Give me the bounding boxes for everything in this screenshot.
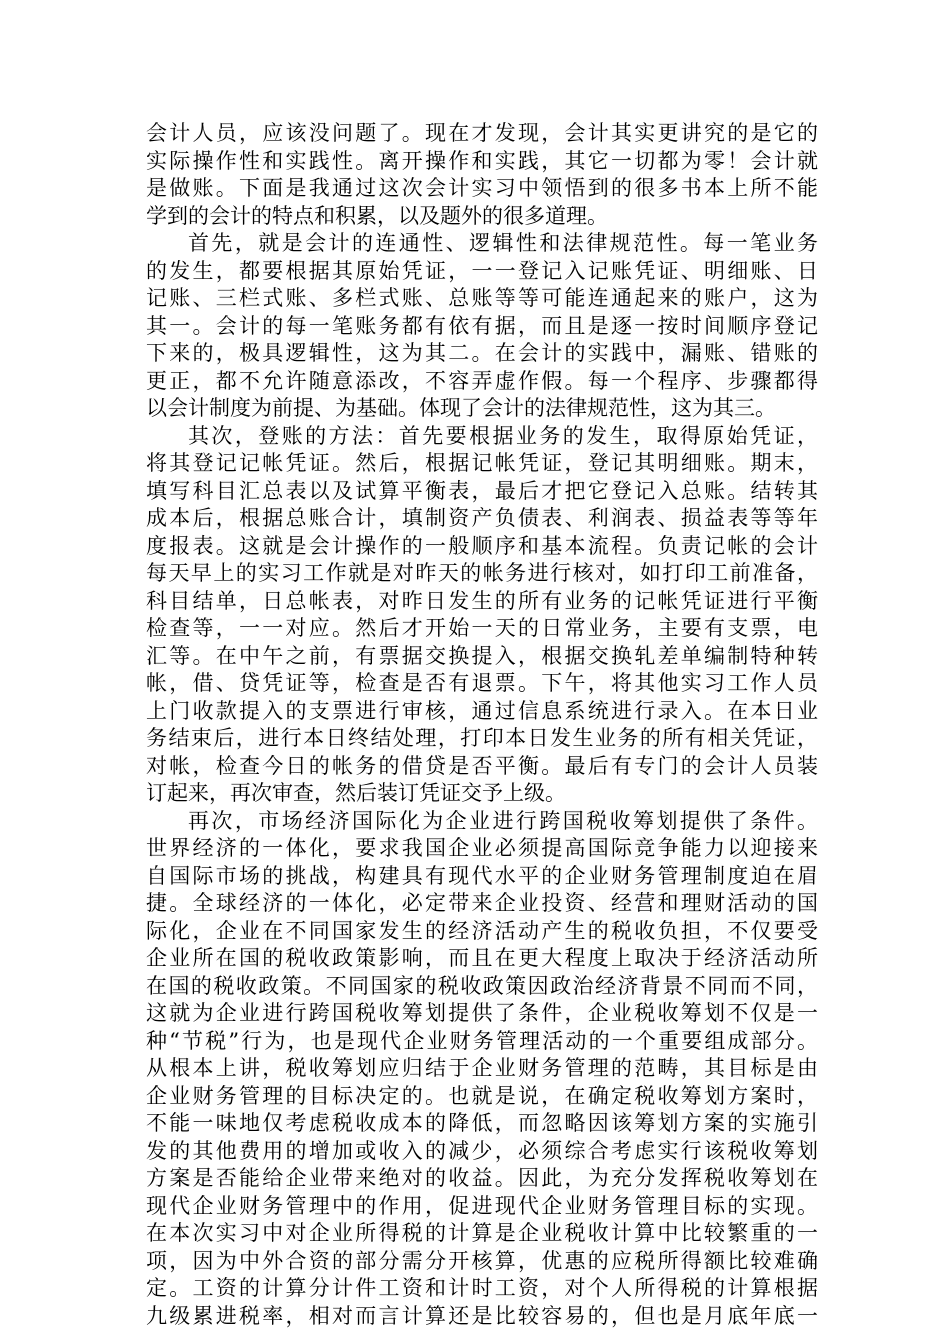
text-line: 将其登记记帐凭证。然后，根据记帐凭证，登记其明细账。期末，	[146, 451, 818, 475]
text-line: 成本后，根据总账合计，填制资产负债表、利润表、损益表等等年	[146, 506, 818, 530]
text-line: 学到的会计的特点和积累，以及题外的很多道理。	[146, 203, 608, 228]
text-line: 订起来，再次审查，然后装订凭证交予上级。	[146, 781, 566, 805]
text-line: 九级累进税率，相对而言计算还是比较容易的，但也是月底年底一	[146, 1303, 818, 1328]
text-line: 种“节税”行为，也是现代企业财务管理活动的一个重要组成部分。	[146, 1028, 818, 1053]
text-line: 捷。全球经济的一体化，必定带来企业投资、经营和理财活动的国	[146, 891, 818, 915]
text-line: 其一。会计的每一笔账务都有依有据，而且是逐一按时间顺序登记	[146, 313, 818, 338]
text-line: 对帐，检查今日的帐务的借贷是否平衡。最后有专门的会计人员装	[146, 753, 818, 778]
text-line: 这就为企业进行跨国税收筹划提供了条件，企业税收筹划不仅是一	[146, 1001, 818, 1025]
text-line: 首先，就是会计的连通性、逻辑性和法律规范性。每一笔业务	[188, 231, 818, 255]
text-line: 记账、三栏式账、多栏式账、总账等等可能连通起来的账户，这为	[146, 286, 818, 310]
text-line: 方案是否能给企业带来绝对的收益。因此，为充分发挥税收筹划在	[146, 1166, 818, 1190]
text-line: 世界经济的一体化，要求我国企业必须提高国际竞争能力以迎接来	[146, 836, 818, 860]
text-line: 下来的，极具逻辑性，这为其二。在会计的实践中，漏账、错账的	[146, 341, 818, 365]
text-line: 在本次实习中对企业所得税的计算是企业税收计算中比较繁重的一	[146, 1221, 818, 1245]
text-line: 会计人员，应该没问题了。现在才发现，会计其实更讲究的是它的	[146, 121, 818, 145]
text-line: 在国的税收政策。不同国家的税收政策因政治经济背景不同而不同，	[146, 973, 818, 998]
text-line: 每天早上的实习工作就是对昨天的帐务进行核对，如打印工前准备，	[146, 561, 818, 585]
text-line: 上门收款提入的支票进行审核，通过信息系统进行录入。在本日业	[146, 698, 818, 723]
text-line: 其次，登账的方法：首先要根据业务的发生，取得原始凭证，	[188, 423, 818, 448]
text-line: 检查等，一一对应。然后才开始一天的日常业务，主要有支票，电	[146, 616, 818, 640]
text-line: 发的其他费用的增加或收入的减少，必须综合考虑实行该税收筹划	[146, 1138, 818, 1163]
text-line: 自国际市场的挑战，构建具有现代水平的企业财务管理制度迫在眉	[146, 863, 818, 888]
text-line: 是做账。下面是我通过这次会计实习中领悟到的很多书本上所不能	[146, 176, 818, 200]
text-line: 企业所在国的税收政策影响，而且在更大程度上取决于经济活动所	[146, 946, 818, 970]
text-line: 科目结单，日总帐表，对昨日发生的所有业务的记帐凭证进行平衡	[146, 588, 818, 613]
text-line: 定。工资的计算分计件工资和计时工资，对个人所得税的计算根据	[146, 1276, 818, 1300]
text-line: 帐，借、贷凭证等，检查是否有退票。下午，将其他实习工作人员	[146, 671, 818, 695]
text-line: 不能一味地仅考虑税收成本的降低，而忽略因该筹划方案的实施引	[146, 1111, 818, 1135]
text-line: 更正，都不允许随意添改，不容弄虚作假。每一个程序、步骤都得	[146, 368, 818, 393]
text-line: 实际操作性和实践性。离开操作和实践，其它一切都为零！会计就	[146, 148, 818, 173]
text-line: 的发生，都要根据其原始凭证，一一登记入记账凭证、明细账、日	[146, 258, 818, 283]
text-line: 从根本上讲，税收筹划应归结于企业财务管理的范畴，其目标是由	[146, 1056, 818, 1080]
text-line: 现代企业财务管理中的作用，促进现代企业财务管理目标的实现。	[146, 1193, 818, 1218]
text-line: 项，因为中外合资的部分需分开核算，优惠的应税所得额比较难确	[146, 1248, 818, 1273]
text-line: 以会计制度为前提、为基础。体现了会计的法律规范性，这为其三。	[146, 396, 776, 420]
text-line: 度报表。这就是会计操作的一般顺序和基本流程。负责记帐的会计	[146, 533, 818, 558]
document-body	[146, 120, 818, 1330]
text-line: 再次，市场经济国际化为企业进行跨国税收筹划提供了条件。	[188, 808, 818, 833]
text-line: 际化，企业在不同国家发生的经济活动产生的税收负担，不仅要受	[146, 918, 818, 943]
text-line: 企业财务管理的目标决定的。也就是说，在确定税收筹划方案时，	[146, 1083, 818, 1108]
text-line: 汇等。在中午之前，有票据交换提入，根据交换轧差单编制特种转	[146, 643, 818, 668]
text-line: 填写科目汇总表以及试算平衡表，最后才把它登记入总账。结转其	[146, 478, 818, 503]
text-line: 务结束后，进行本日终结处理，打印本日发生业务的所有相关凭证，	[146, 726, 818, 750]
